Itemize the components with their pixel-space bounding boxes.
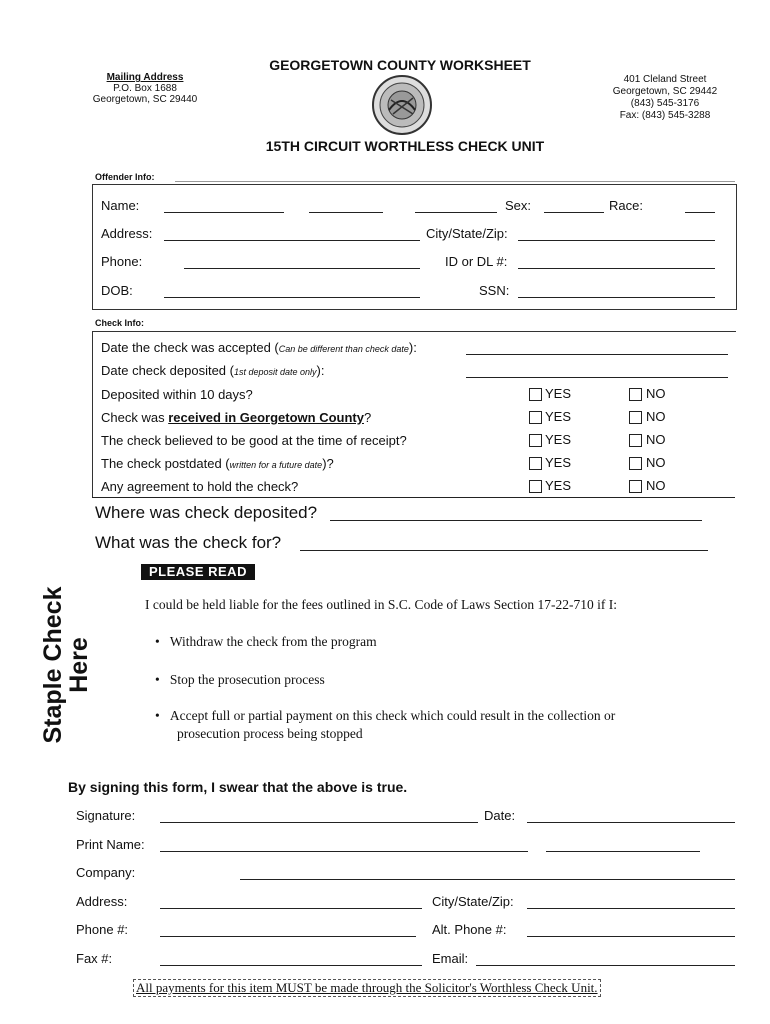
q4-no-checkbox[interactable]	[629, 457, 642, 470]
signature-field[interactable]	[160, 822, 478, 823]
offender-section-label: Offender Info:	[95, 172, 155, 182]
offender-city-field[interactable]	[518, 240, 715, 241]
check-deposited-field[interactable]	[466, 377, 728, 378]
offender-name-field-3[interactable]	[415, 212, 497, 213]
bullet-2: • Stop the prosecution process	[155, 672, 325, 687]
check-q5-label: Any agreement to hold the check?	[101, 479, 299, 494]
city-label: City/State/Zip:	[432, 894, 514, 909]
office-line1: 401 Cleland Street	[623, 74, 707, 85]
q5-no-checkbox[interactable]	[629, 480, 642, 493]
footer-notice: All payments for this item MUST be made through the Solicitor's Worthless Check Unit.	[133, 979, 601, 997]
q2-yes-checkbox[interactable]	[529, 411, 542, 424]
check-q1-label: Deposited within 10 days?	[101, 387, 253, 402]
date-label: Date:	[484, 808, 516, 823]
offender-header-rule	[175, 181, 735, 182]
offender-city-label: City/State/Zip:	[426, 226, 508, 241]
company-label: Company:	[76, 865, 136, 880]
office-line4: Fax: (843) 545-3288	[619, 110, 711, 121]
address-label: Address:	[76, 894, 128, 909]
check-accepted-end: ):	[408, 340, 417, 355]
print-name-field-2[interactable]	[546, 851, 700, 852]
signature-label: Signature:	[76, 808, 136, 823]
alt-phone-field[interactable]	[527, 936, 735, 937]
email-label: Email:	[432, 951, 469, 966]
q3-yes-label: YES	[545, 432, 572, 447]
liability-text: I could be held liable for the fees outlined in S.C. Code of Laws Section 17-22-710 if I:	[145, 597, 618, 612]
q1-yes-checkbox[interactable]	[529, 388, 542, 401]
offender-name-field[interactable]	[164, 212, 284, 213]
offender-race-label: Race:	[609, 198, 643, 213]
office-address	[590, 74, 740, 122]
q3-no-checkbox[interactable]	[629, 434, 642, 447]
offender-phone-field[interactable]	[184, 268, 420, 269]
staple-check-text	[40, 565, 92, 765]
check-accepted-note: Can be different than check date	[278, 344, 409, 354]
mailing-heading: Mailing Address	[106, 72, 184, 83]
company-field[interactable]	[240, 879, 735, 880]
where-label: Where was check deposited?	[95, 503, 318, 522]
address-field[interactable]	[160, 908, 422, 909]
check-q2-pre: Check was	[101, 410, 169, 425]
check-q4-label	[101, 456, 334, 471]
q1-yes-label: YES	[545, 386, 572, 401]
offender-dob-field[interactable]	[164, 297, 420, 298]
offender-address-label: Address:	[101, 226, 153, 241]
alt-phone-label: Alt. Phone #:	[432, 922, 507, 937]
mailing-line2: Georgetown, SC 29440	[92, 94, 198, 105]
offender-phone-label: Phone:	[101, 254, 143, 269]
offender-ssn-label: SSN:	[479, 283, 510, 298]
bullet-3-text: Accept full or partial payment on this check which could result in the collection or	[169, 708, 616, 723]
what-for-field[interactable]	[300, 550, 708, 551]
q2-yes-label: YES	[545, 409, 572, 424]
offender-sex-label: Sex:	[505, 198, 532, 213]
county-seal-icon	[371, 74, 433, 136]
check-accepted-text: Date the check was accepted (	[101, 340, 279, 355]
check-q4-note: written for a future date	[229, 460, 323, 470]
q4-yes-label: YES	[545, 455, 572, 470]
offender-dob-label: DOB:	[101, 283, 133, 298]
check-section-label: Check Info:	[95, 318, 145, 328]
offender-name-label: Name:	[101, 198, 140, 213]
check-accepted-label	[101, 340, 417, 355]
check-q3-label: The check believed to be good at the time of receipt?	[101, 433, 407, 448]
page-title: GEORGETOWN COUNTY WORKSHEET	[269, 57, 531, 73]
print-name-label: Print Name:	[76, 837, 145, 852]
q3-yes-checkbox[interactable]	[529, 434, 542, 447]
offender-name-field-2[interactable]	[309, 212, 383, 213]
please-read-badge: PLEASE READ	[141, 564, 255, 580]
q1-no-label: NO	[646, 386, 666, 401]
check-deposited-note: 1st deposit date only	[233, 367, 317, 377]
q5-yes-checkbox[interactable]	[529, 480, 542, 493]
bullet-3: • Accept full or partial payment on this check which could result in the collection or	[155, 708, 616, 723]
check-q4-end: )?	[322, 456, 334, 471]
q4-no-label: NO	[646, 455, 666, 470]
staple-line2: Here	[65, 637, 93, 693]
check-deposited-end: ):	[316, 363, 325, 378]
mailing-address	[80, 72, 210, 105]
mailing-line1: P.O. Box 1688	[113, 83, 177, 94]
bullet-2-text: Stop the prosecution process	[169, 672, 325, 687]
offender-address-field[interactable]	[164, 240, 420, 241]
check-q2-post: ?	[363, 410, 372, 425]
check-box-bottom	[92, 497, 735, 498]
print-name-field[interactable]	[160, 851, 528, 852]
q3-no-label: NO	[646, 432, 666, 447]
what-for-label: What was the check for?	[95, 533, 282, 552]
check-accepted-field[interactable]	[466, 354, 728, 355]
q4-yes-checkbox[interactable]	[529, 457, 542, 470]
q2-no-label: NO	[646, 409, 666, 424]
q2-no-checkbox[interactable]	[629, 411, 642, 424]
bullet-1-text: Withdraw the check from the program	[169, 634, 377, 649]
page-subtitle: 15TH CIRCUIT WORTHLESS CHECK UNIT	[265, 138, 545, 154]
office-line2: Georgetown, SC 29442	[612, 86, 718, 97]
offender-id-label: ID or DL #:	[445, 254, 508, 269]
swear-statement: By signing this form, I swear that the above is true.	[68, 779, 408, 795]
q1-no-checkbox[interactable]	[629, 388, 642, 401]
offender-race-field[interactable]	[685, 212, 715, 213]
offender-ssn-field[interactable]	[518, 297, 715, 298]
check-q4-text: The check postdated (	[101, 456, 230, 471]
bullet-3-cont: prosecution process being stopped	[177, 726, 363, 741]
where-field[interactable]	[330, 520, 702, 521]
bullet-1: • Withdraw the check from the program	[155, 634, 377, 649]
phone-label: Phone #:	[76, 922, 129, 937]
staple-line1: Staple Check	[39, 586, 67, 744]
office-line3: (843) 545-3176	[630, 98, 700, 109]
offender-sex-field[interactable]	[544, 212, 604, 213]
email-field[interactable]	[476, 965, 735, 966]
date-field[interactable]	[527, 822, 735, 823]
fax-label: Fax #:	[76, 951, 113, 966]
check-deposited-text: Date check deposited (	[101, 363, 234, 378]
offender-id-field[interactable]	[518, 268, 715, 269]
q5-no-label: NO	[646, 478, 666, 493]
check-q2-label	[101, 410, 371, 425]
city-field[interactable]	[527, 908, 735, 909]
phone-field[interactable]	[160, 936, 416, 937]
q5-yes-label: YES	[545, 478, 572, 493]
check-deposited-label	[101, 363, 324, 378]
check-q2-bold: received in Georgetown County	[168, 410, 364, 425]
fax-field[interactable]	[160, 965, 422, 966]
